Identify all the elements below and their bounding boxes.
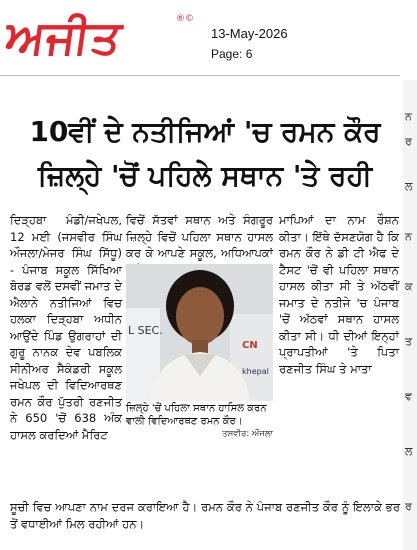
article-headline	[10, 110, 400, 198]
adjacent-article-strip	[403, 80, 417, 550]
page-number: Page: 6	[211, 47, 253, 61]
caption-text: ਜ਼ਿਲ੍ਹੇ 'ਚੋਂ ਪਹਿਲਾ ਸਥਾਨ ਹਾਸਿਲ ਕਰਨ ਵਾਲੀ ਵਿਦਿਆਰਥਣ ਰਮਨ ਕੌਰ।	[126, 403, 267, 427]
dateline: ਦਿੜ੍ਹਬਾ ਮੰਡੀ/ਜਖੇਪਲ, 12 ਮਈ (ਜਸਵੀਰ ਸਿੰਘ ਔਜਲਾ/ਮੇਜਰ ਸਿੰਘ ਸਿੱਧੂ) - ਪੰਜਾਬ ਸਕੂਲ ਸਿੱਖਿਆ ਬੋਰਡ	[10, 213, 122, 293]
strip-glyph: ਲ	[405, 180, 413, 193]
photo-credit: ਤਸਵੀਰ: ਔਜਲਾ	[222, 429, 273, 439]
article-column-2-top: ਵਿਚੋਂ ਸੱਤਵਾਂ ਸਥਾਨ ਅਤੇ ਸੰਗਰੂਰ ਜ਼ਿਲ੍ਹੇ ਵਿਚੋਂ ਪਹਿਲਾ ਸਥਾਨ ਹਾਸਲ ਕਰ ਕੇ ਆਪਣੇ ਸਕੂਲ, ਅਧਿਆਪਕਾਂ	[126, 213, 273, 260]
strip-glyph: ਨ	[405, 230, 412, 243]
strip-glyph: ਰ	[405, 135, 412, 148]
photo-sign-text: L SEC.	[128, 324, 163, 337]
photo-caption	[126, 402, 273, 441]
photo-sign-text-2: CN	[242, 340, 258, 351]
headline-line-2: ਜ਼ਿਲ੍ਹੇ 'ਚੋਂ ਪਹਿਲੇ ਸਥਾਨ 'ਤੇ ਰਹੀ	[37, 159, 373, 192]
headline-line-1: 10ਵੀਂ ਦੇ ਨਤੀਜਿਆਂ 'ਚ ਰਮਨ ਕੌਰ	[29, 115, 381, 148]
column-1-body: ਵਲੋਂ ਦਸਵੀਂ ਜਮਾਤ ਦੇ ਐਲਾਨੇ ਨਤੀਜਿਆਂ ਵਿਚ ਹਲਕਾ ਦਿੜ੍ਹਬਾ ਅਧੀਨ ਆਉਂਦੇ ਪਿੰਡ ਉਗਰਾਹਾਂ ਦੀ ਗੁਰੂ ਨਾਨਕ ਦੇਵ ਪਬਲਿਕ ਸੀਨੀਅਰ ਸੈਕੰਡਰੀ ਸਕੂਲ ਜਖੇਪਲ ਦੀ ਵਿਦਿਆਰਥਣ ਰਮਨ ਕੌਰ ਪੁੱਤਰੀ ਰਣਜੀਤ ਨੇ 650 'ਚੋਂ 638 ਅੰਕ ਹਾਸਲ ਕਰਦਿਆਂ ਮੈਰਿਟ	[10, 279, 122, 442]
registered-mark: ®©	[176, 14, 194, 24]
masthead-divider	[0, 75, 400, 76]
article-bottom-text: ਸੂਚੀ ਵਿਚ ਆਪਣਾ ਨਾਮ ਦਰਜ ਕਰਾਇਆ ਹੈ। ਰਮਨ ਕੌਰ ਨੇ ਪੰਜਾਬ ਰਣਜੀਤ ਕੌਰ ਨੂੰ ਇਲਾਕੇ ਭਰ ਤੋਂ ਵਧਾਈਆਂ ਮਿਲ ਰਹੀਆਂ ਹਨ।	[10, 500, 400, 531]
photo-sign-text-3: khepal	[242, 367, 269, 376]
article-column-3: ਮਾਪਿਆਂ ਦਾ ਨਾਮ ਰੌਸ਼ਨ ਕੀਤਾ। ਇੱਥੇ ਦੱਸਣਯੋਗ ਹੈ ਕਿ ਰਮਨ ਕੌਰ ਨੇ ਡੀ ਟੀ ਐਫ ਦੇ ਟੈਸਟ 'ਚੋਂ ਵੀ ਪਹਿਲਾ ਸਥਾਨ ਹਾਸਲ ਕੀਤਾ ਸੀ ਤੇ ਅੱਠਵੀਂ ਜਮਾਤ ਦੇ ਨਤੀਜੇ 'ਚ ਪੰਜਾਬ 'ਚੋਂ ਅੱਠਵਾਂ ਸਥਾਨ ਹਾਸਲ ਕੀਤਾ ਸੀ। ਧੀ ਦੀਆਂ ਇਨ੍ਹਾਂ ਪ੍ਰਾਪਤੀਆਂ 'ਤੇ ਪਿਤਾ ਰਣਜੀਤ ਸਿੰਘ ਤੇ ਮਾਤਾ	[279, 213, 399, 376]
strip-glyph: ਵ	[405, 390, 412, 403]
strip-glyph: ਲ	[405, 445, 413, 458]
strip-glyph: ਤ	[405, 335, 413, 348]
strip-glyph: ਰ	[405, 500, 412, 513]
newspaper-logo: ਅਜੀਤ	[2, 10, 126, 64]
article-column-1	[10, 212, 122, 443]
issue-date: 13-May-2026	[211, 26, 288, 41]
strip-glyph: ਨ	[405, 110, 412, 123]
strip-glyph: ਕ	[405, 280, 413, 293]
student-photo	[126, 264, 273, 401]
